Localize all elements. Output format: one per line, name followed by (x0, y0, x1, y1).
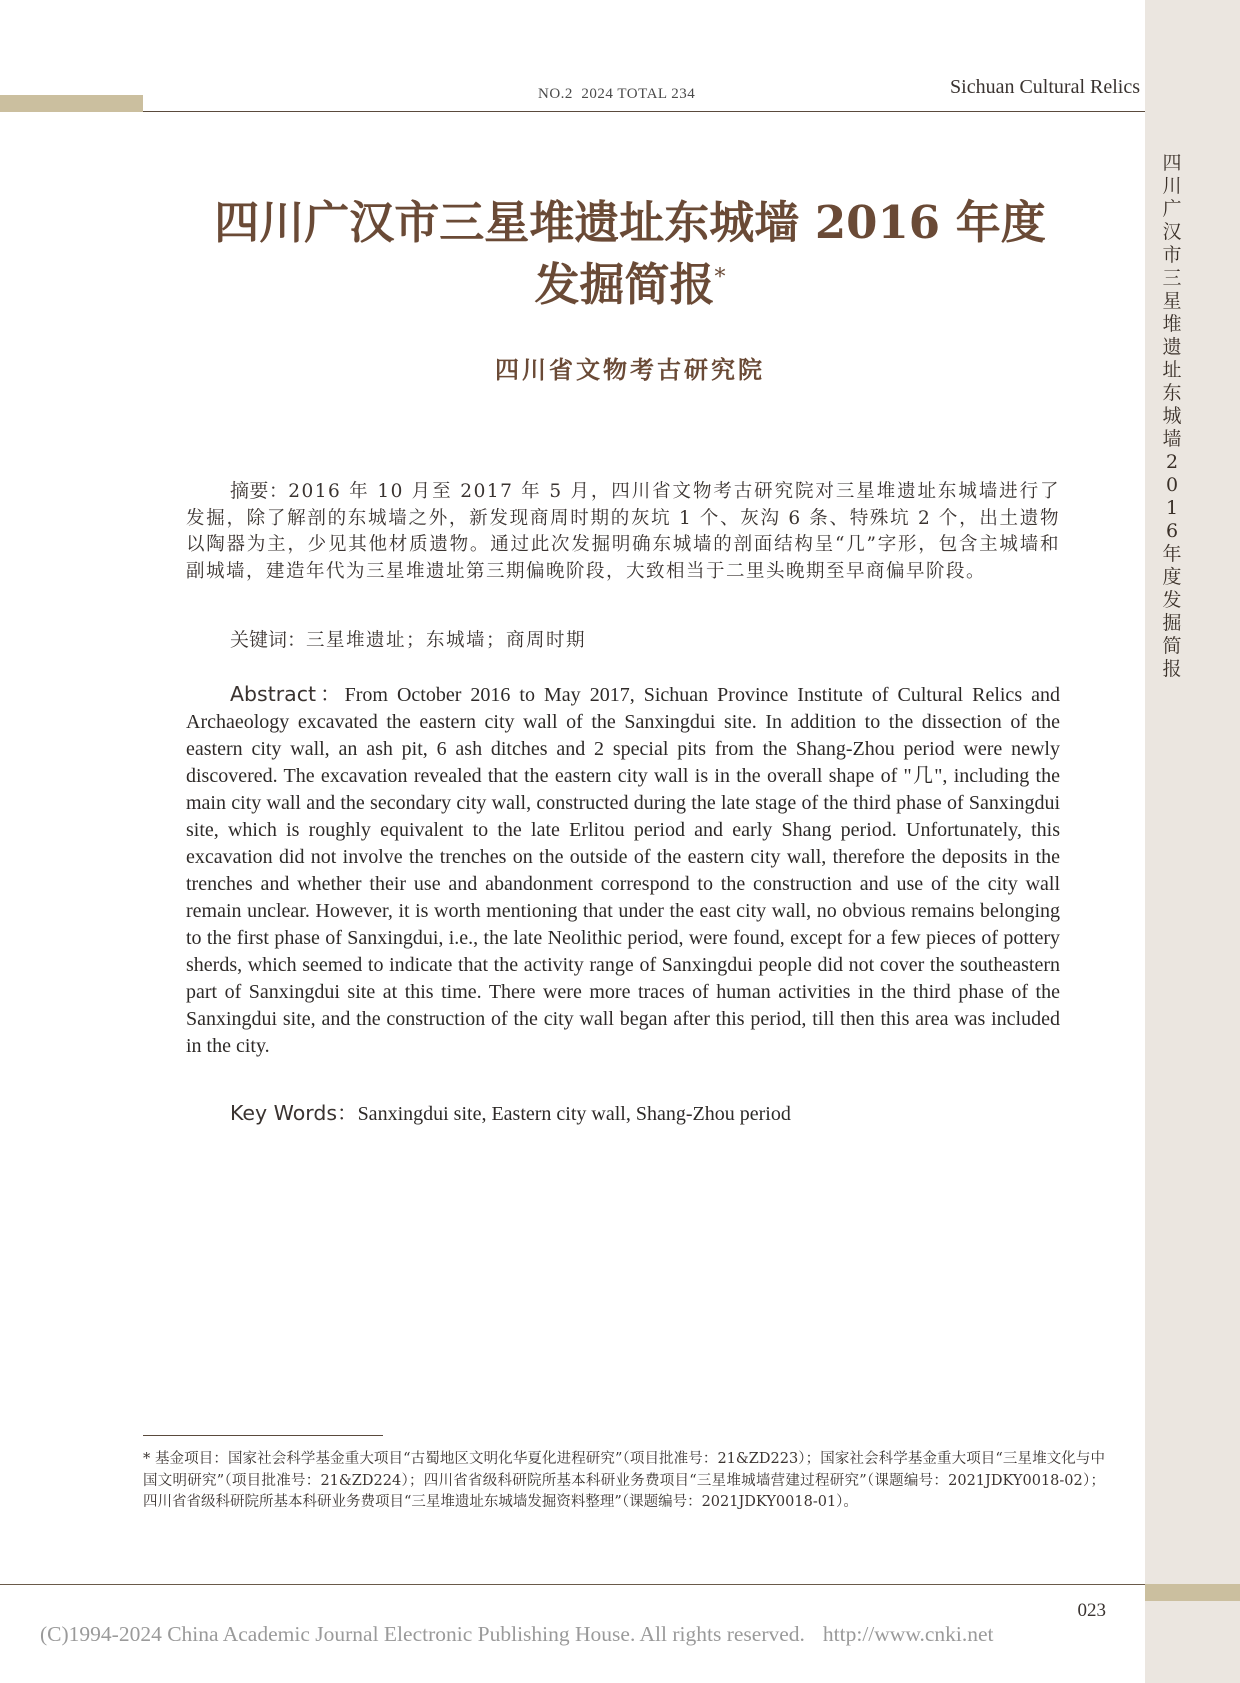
english-abstract-label: Abstract： (230, 682, 345, 706)
copyright-text: (C)1994-2024 China Academic Journal Electronic Publishing House. All rights reserved. (40, 1622, 805, 1646)
running-title-vertical: 四川广汉市三星堆遗址东城墙2016年度发掘简报 (1162, 152, 1182, 680)
funding-footnote: * 基金项目：国家社会科学基金重大项目“古蜀地区文明化华夏化进程研究”（项目批准号：21&ZD223）；国家社会科学基金重大项目“三星堆文化与中国文明研究”（项目批准号：21&ZD224）；四川省省级科研院所基本科研业务费项目“三星堆城墙营建过程研究”（课题编号：2021JDKY0018-02）；四川省省级科研院所基本科研业务费项目“三星堆遗址东城墙发掘资料整理”（课题编号：2021JDKY0018-01）。 (143, 1451, 1105, 1510)
cnki-link[interactable]: http://www.cnki.net (822, 1622, 994, 1646)
chinese-abstract (186, 478, 1060, 585)
funding-footnote-mark: * (714, 265, 726, 290)
footer-accent-bar (1145, 1584, 1240, 1601)
article-author: 四川省文物考古研究院 (495, 355, 765, 384)
page-number: 023 (1077, 1600, 1106, 1621)
article-title-line2-text: 发掘简报 (534, 258, 715, 311)
english-keywords-label: Key Words： (230, 1101, 358, 1125)
header-accent-bar (0, 95, 143, 112)
chinese-keywords-label: 关键词： (230, 629, 307, 651)
chinese-keywords-text: 三星堆遗址；东城墙；商周时期 (306, 630, 587, 651)
footer-rule (0, 1584, 1145, 1585)
english-abstract-text: From October 2016 to May 2017, Sichuan Province Institute of Cultural Relics and Archaeology excavated the eastern city wall of the Sanxingdui site. In addition to the dissection of the eastern city wall, an ash pit, 6 ash ditches and 2 special pits from the Shang-Zhou period were newly discovered. The excavation revealed that the eastern city wall is in the overall shape of "几", including the main city wall and the secondary city wall, constructed during the late stage of the third phase of Sanxingdui site, which is roughly equivalent to the late Erlitou period and early Shang period. Unfortunately, this excavation did not involve the trenches on the outside of the eastern city wall, therefore the deposits in the trenches and whether their use and abandonment correspond to the construction and use of the city wall remain unclear. However, it is worth mentioning that under the east city wall, no obvious remains belonging to the first phase of Sanxingdui, i.e., the late Neolithic period, were found, except for a few pieces of pottery sherds, which seemed to indicate that the activity range of Sanxingdui people did not cover the southeastern part of Sanxingdui site at this time. There were more traces of human activities in the third phase of the Sanxingdui site, and the construction of the city wall began after this period, till then this area was included in the city. (186, 684, 1060, 1057)
english-abstract (186, 681, 1060, 1060)
journal-name: Sichuan Cultural Relics (950, 76, 1140, 98)
article-title-line2 (160, 250, 1100, 312)
header-rule (143, 111, 1145, 112)
right-margin-band (1145, 0, 1240, 1683)
chinese-abstract-text: 2016 年 10 月至 2017 年 5 月，四川省文物考古研究院对三星堆遗址东城墙进行了发掘，除了解剖的东城墙之外，新发现商周时期的灰坑 1 个、灰沟 6 条、特殊坑 2 个，出土遗物以陶器为主，少见其他材质遗物。通过此次发掘明确东城墙的剖面结构呈“几”字形，包含主城墙和副城墙，建造年代为三星堆遗址第三期偏晚阶段，大致相当于二里头晚期至早商偏早阶段。 (186, 481, 1060, 582)
copyright-line (40, 1622, 1140, 1647)
english-keywords (186, 1100, 1060, 1128)
footnote-rule (143, 1435, 383, 1436)
chinese-keywords (186, 627, 1060, 654)
journal-issue-number: NO.2 2024 TOTAL 234 (538, 86, 696, 102)
english-keywords-text: Sanxingdui site, Eastern city wall, Shang-Zhou period (357, 1103, 791, 1125)
article-title-line1: 四川广汉市三星堆遗址东城墙 2016 年度 (214, 196, 1046, 249)
article-title (160, 195, 1100, 312)
chinese-abstract-label: 摘要： (230, 480, 289, 502)
